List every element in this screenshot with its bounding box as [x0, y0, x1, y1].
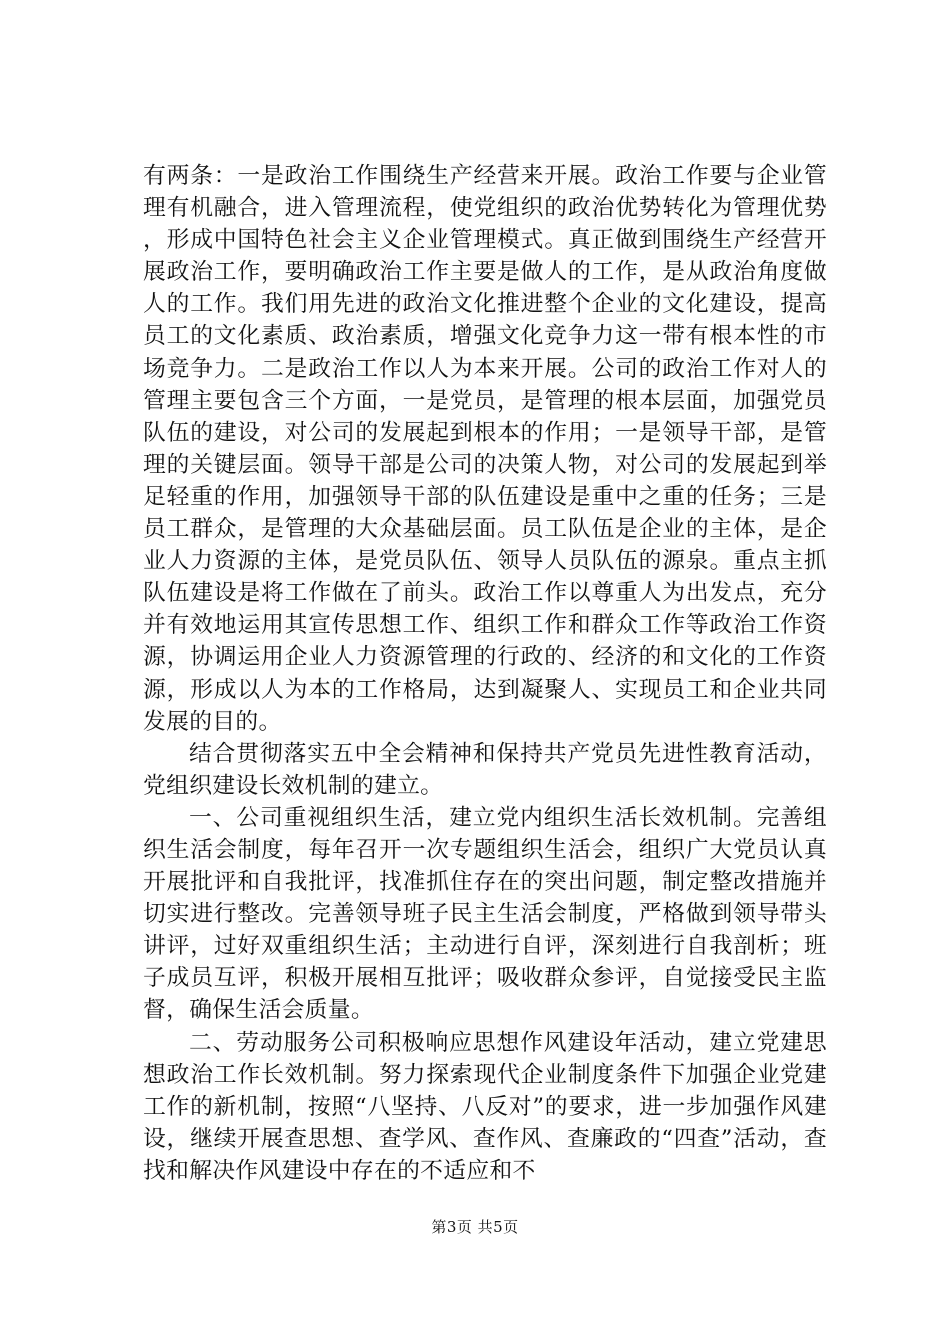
document-body — [143, 160, 827, 1187]
paragraph-1: 有两条：一是政治工作围绕生产经营来开展。政治工作要与企业管理有机融合，进入管理流程，使党组织的政治优势转化为管理优势，形成中国特色社会主义企业管理模式。真正做到围绕生产经营开展政治工作，要明确政治工作主要是做人的工作，是从政治角度做人的工作。我们用先进的政治文化推进整个企业的文化建设，提高员工的文化素质、政治素质，增强文化竞争力这一带有根本性的市场竞争力。二是政治工作以人为本来开展。公司的政治工作对人的管理主要包含三个方面，一是党员，是管理的根本层面，加强党员队伍的建设，对公司的发展起到根本的作用；一是领导干部，是管理的关键层面。领导干部是公司的决策人物，对公司的发展起到举足轻重的作用，加强领导干部的队伍建设是重中之重的任务；三是员工群众，是管理的大众基础层面。员工队伍是企业的主体，是企业人力资源的主体，是党员队伍、领导人员队伍的源泉。重点主抓队伍建设是将工作做在了前头。政治工作以尊重人为出发点，充分并有效地运用其宣传思想工作、组织工作和群众工作等政治工作资源，协调运用企业人力资源管理的行政的、经济的和文化的工作资源，形成以人为本的工作格局，达到凝聚人、实现员工和企业共同发展的目的。 — [143, 163, 827, 735]
paragraph-2: 结合贯彻落实五中全会精神和保持共产党员先进性教育活动，党组织建设长效机制的建立。 — [143, 740, 827, 799]
paragraph-4: 二、劳动服务公司积极响应思想作风建设年活动，建立党建思想政治工作长效机制。努力探索现代企业制度条件下加强企业党建工作的新机制，按照“八坚持、八反对”的要求，进一步加强作风建设，继续开展查思想、查学风、查作风、查廉政的“四查”活动，查找和解决作风建设中存在的不适应和不 — [143, 1029, 827, 1184]
paragraph-3: 一、公司重视组织生活，建立党内组织生活长效机制。完善组织生活会制度，每年召开一次专题组织生活会，组织广大党员认真开展批评和自我批评，找准抓住存在的突出问题，制定整改措施并切实进行整改。完善领导班子民主生活会制度，严格做到领导带头讲评，过好双重组织生活；主动进行自评，深刻进行自我剖析；班子成员互评，积极开展相互批评；吸收群众参评，自觉接受民主监督，确保生活会质量。 — [143, 804, 827, 1024]
page-footer: 第3页 共5页 — [431, 1218, 519, 1236]
